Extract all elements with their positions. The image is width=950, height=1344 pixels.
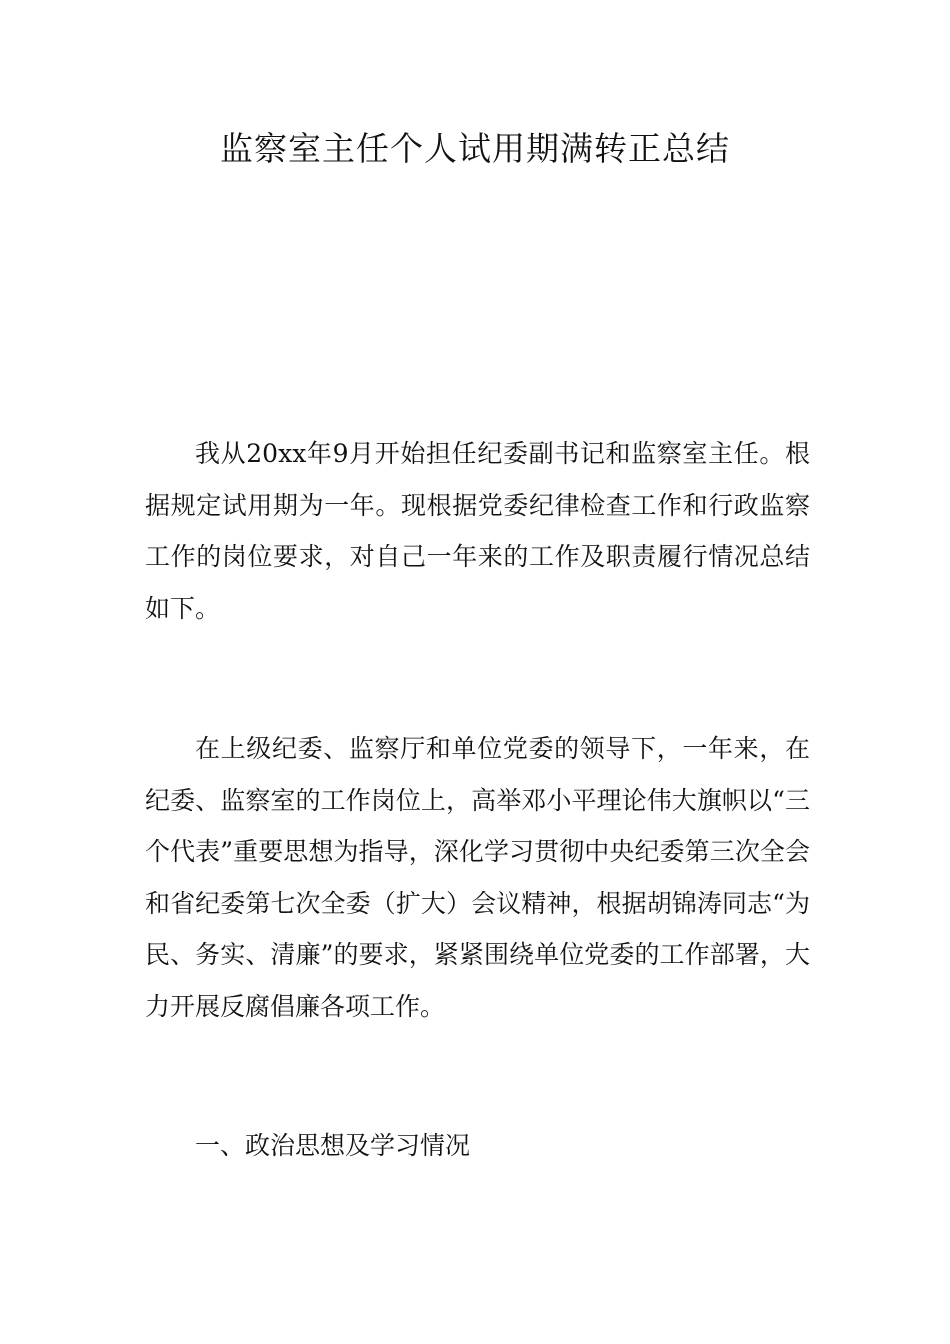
intro-paragraph: 我从20xx年9月开始担任纪委副书记和监察室主任。根据规定试用期为一年。现根据党委纪律检查工作和行政监察工作的岗位要求，对自己一年来的工作及职责履行情况总结如下。 bbox=[145, 439, 810, 623]
document-title: 监察室主任个人试用期满转正总结 bbox=[220, 129, 730, 168]
context-paragraph: 在上级纪委、监察厅和单位党委的领导下，一年来，在纪委、监察室的工作岗位上，高举邓小平理论伟大旗帜以“三个代表”重要思想为指导，深化学习贯彻中央纪委第三次全会和省纪委第七次全委（扩大）会议精神，根据胡锦涛同志“为民、务实、清廉”的要求，紧紧围绕单位党委的工作部署，大力开展反腐倡廉各项工作。 bbox=[145, 734, 810, 1021]
section-heading: 一、政治思想及学习情况 bbox=[195, 1131, 471, 1160]
